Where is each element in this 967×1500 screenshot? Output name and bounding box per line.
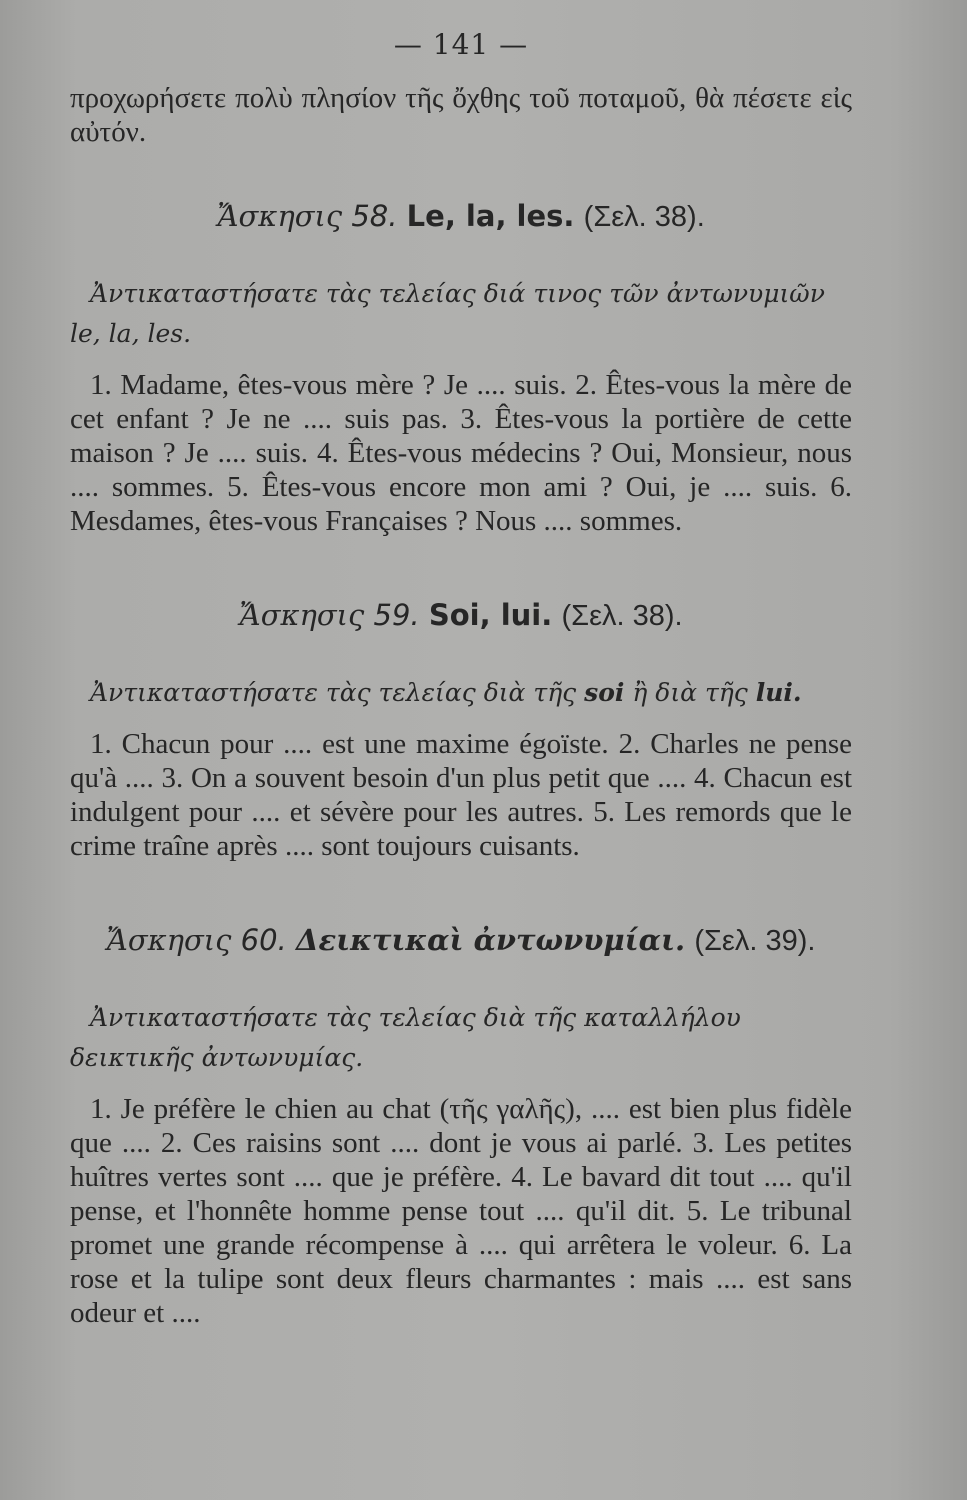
exercise-59-heading	[70, 598, 852, 633]
exercise-label: Ἄσκησις	[239, 598, 365, 632]
exercise-label: Ἄσκησις	[106, 923, 232, 957]
instruction-text: Ἀντικαταστήσατε τὰς τελείας διὰ τῆς	[90, 678, 577, 707]
exercise-label: Ἄσκησις	[217, 199, 343, 233]
intro-paragraph: προχωρήσετε πολὺ πλησίον τῆς ὄχθης τοῦ ποταμοῦ, θὰ πέσετε εἰς αὐτόν.	[70, 82, 852, 148]
instruction-text-mid: ἢ διὰ τῆς	[632, 678, 748, 707]
exercise-58-instruction	[70, 274, 852, 354]
exercise-page-ref: (Σελ. 38).	[561, 600, 683, 632]
exercise-number: 59.	[373, 598, 420, 632]
exercise-58-heading	[70, 199, 852, 234]
exercise-topic: Δεικτικαὶ ἀντωνυμίαι.	[295, 923, 686, 957]
exercise-58-body: 1. Madame, êtes-vous mère ? Je .... suis. 2. Êtes-vous la mère de cet enfant ? Je ne .... suis pas. 3. Êtes-vous la portière de cette maison ? Je .... suis. 4. Êtes-vous médecins ? Oui, Monsieur, nous .... sommes. 5. Êtes-vous encore mon ami ? Oui, je .... suis. 6. Mesdames, êtes-vous Françaises ? Nous .... sommes.	[70, 369, 852, 537]
instruction-french-word-lui: lui.	[755, 678, 802, 707]
page-number: — 141 —	[393, 28, 529, 61]
instruction-french-word-soi: soi	[584, 678, 625, 707]
exercise-topic: Soi, lui.	[428, 598, 553, 632]
exercise-59-instruction	[70, 673, 852, 713]
exercise-page-ref: (Σελ. 38).	[583, 201, 705, 233]
exercise-60-body: 1. Je préfère le chien au chat (τῆς γαλῆς), .... est bien plus fidèle que .... 2. Ces raisins sont .... dont je vous ai parlé. 3. Les petites huîtres vertes sont .... que je préfère. 4. Le bavard dit tout .... qu'il pense, et l'honnête homme pense tout .... qu'il dit. 5. Le tribunal promet une grande récompense à .... qui arrêtera le voleur. 6. La rose et la tulipe sont deux fleurs charmantes : mais .... est sans odeur et ....	[70, 1093, 852, 1329]
exercise-number: 58.	[351, 199, 398, 233]
instruction-text: Ἀντικαταστήσατε τὰς τελείας διά τινος τῶν ἀντωνυμιῶν	[90, 279, 825, 308]
instruction-french-words: le, la, les.	[70, 319, 192, 348]
exercise-number: 60.	[240, 923, 287, 957]
exercise-59-body: 1. Chacun pour .... est une maxime égoïste. 2. Charles ne pense qu'à .... 3. On a souvent besoin d'un plus petit que .... 4. Chacun est indulgent pour .... et sévère pour les autres. 5. Les remords que le crime traîne après .... sont toujours cuisants.	[70, 728, 852, 862]
exercise-topic: Le, la, les.	[406, 199, 575, 233]
exercise-60-instruction: Ἀντικαταστήσατε τὰς τελείας διὰ τῆς καταλλήλου δεικτικῆς ἀντωνυμίας.	[70, 1003, 741, 1072]
exercise-60-heading	[70, 923, 852, 958]
exercise-page-ref: (Σελ. 39).	[694, 925, 816, 957]
